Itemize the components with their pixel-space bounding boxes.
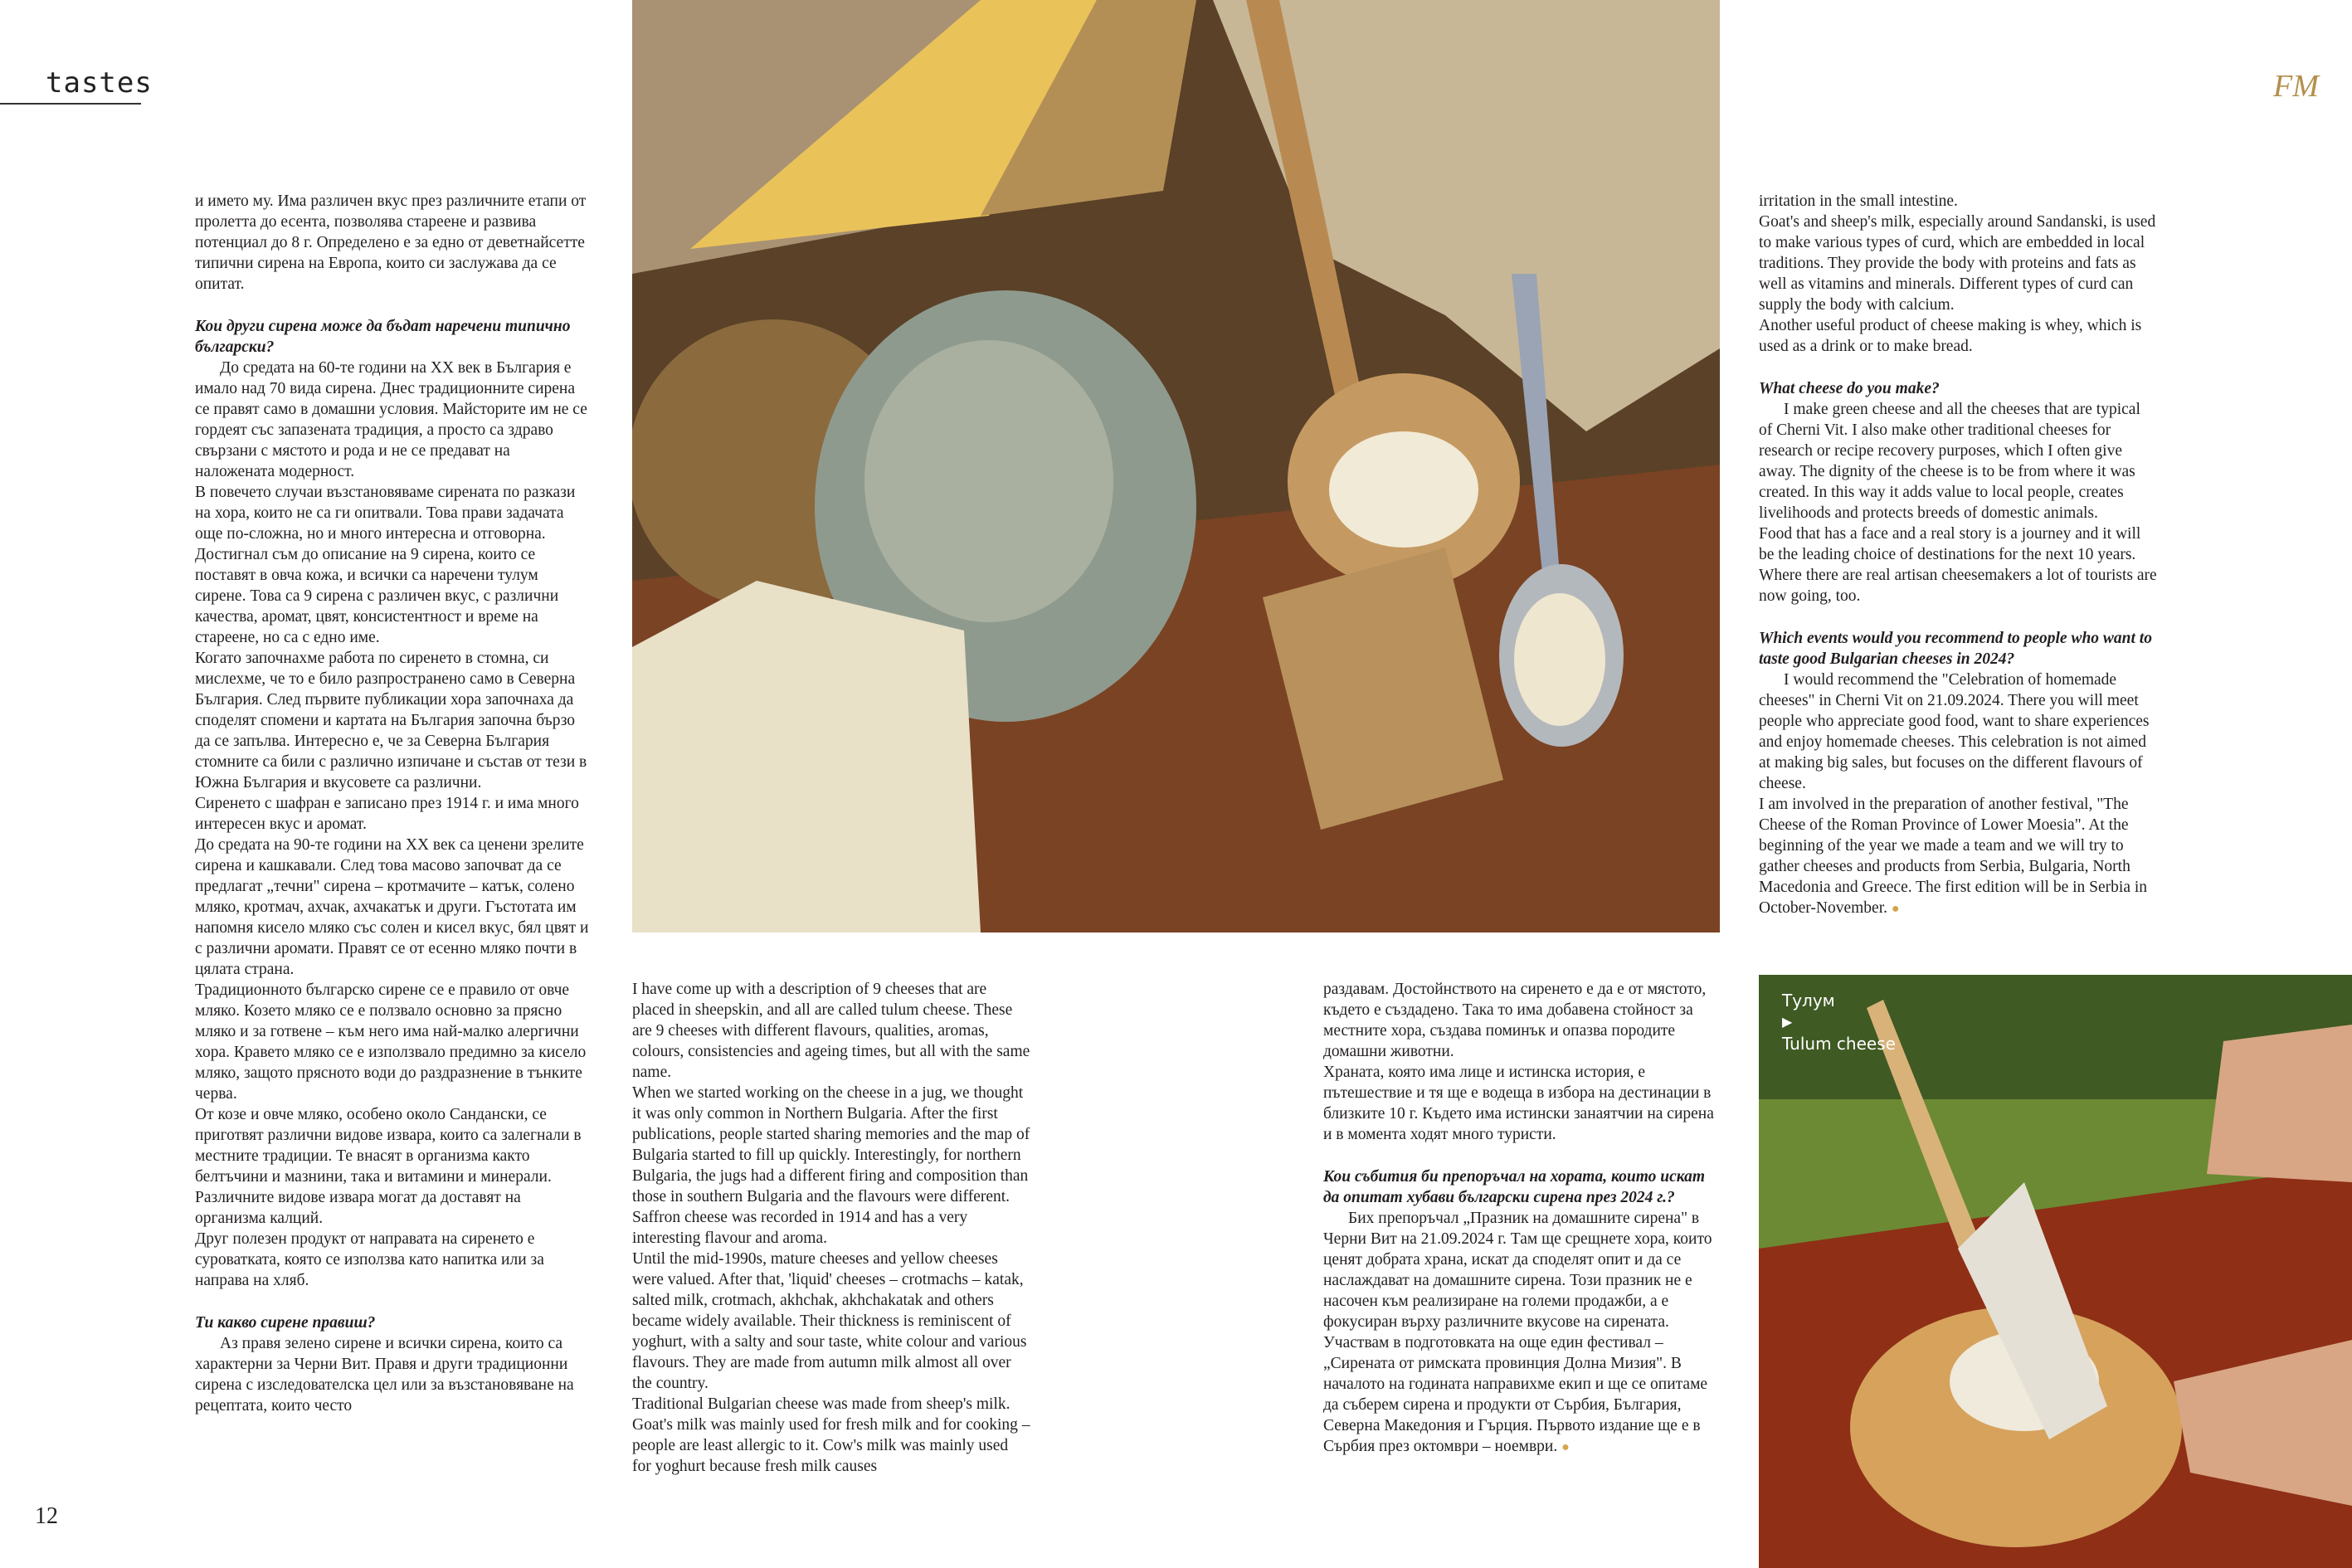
- tulum-photo-illustration: [1759, 975, 2352, 1568]
- cheese-photo-illustration: [632, 0, 1720, 933]
- right-column: [1759, 191, 2157, 919]
- page-number: 12: [35, 1503, 58, 1529]
- center-column: [632, 979, 1030, 1477]
- photo-caption: [1782, 990, 1896, 1054]
- paragraph: Goat's and sheep's milk, especially around Sandanski, is used to make various types of curd, which are embedded in local traditions. They provide the body with proteins and fats as well as vitamins and minerals. Different types of curd can supply the body with calcium.: [1759, 213, 2156, 314]
- paragraph: От козе и овче мляко, особено около Сандански, се приготвят различни видове извара, които са залегнали в местните традиции. Те внасят в организма както белтъчини и мазнини, така и витамини и минерали. Различните видове извара могат да доставят на организма калций.: [195, 1106, 582, 1227]
- question-heading: Кои други сирена може да бъдат наречени типично български?: [195, 318, 571, 356]
- caption-bg: Тулум: [1782, 991, 1835, 1010]
- magazine-logo: [2272, 63, 2321, 105]
- paragraph: Until the mid-1990s, mature cheeses and yellow cheeses were valued. After that, 'liquid' cheeses – crotmachs – katak, salted milk, crotmach, akhchak, akhchakatak and others became widely available. Their thickness is reminiscent of yoghurt, with a salty and sour taste, white colour and various flavours. They are made from autumn milk almost all over the country.: [632, 1250, 1027, 1392]
- paragraph: Достигнал съм до описание на 9 сирена, които се поставят в овча кожа, и всички са наречени тулум сирене. Това са 9 сирена с различен вкус, с различни качества, аромат, цвят, консистентност и време на стареене, но са с едно име.: [195, 546, 559, 646]
- paragraph: В повечето случаи възстановяваме сирената по разкази на хора, които не са ги опитвали. Това прави задачата още по-сложна, но и много интересна и отговорна.: [195, 484, 576, 543]
- paragraph: When we started working on the cheese in a jug, we thought it was only common in Northern Bulgaria. After the first publications, people started sharing memories and the map of Bulgaria started to fill up quickly. Interestingly, for northern Bulgaria, the jugs had a different firing and composition than those in southern Bulgaria and the flavours were different.: [632, 1084, 1030, 1205]
- question-heading: Ти какво сирене правиш?: [195, 1314, 376, 1332]
- paragraph: irritation in the small intestine.: [1759, 192, 1958, 210]
- paragraph: [1323, 1332, 1721, 1458]
- paragraph-text: Участвам в подготовката на още един фестивал – „Сирената от римската провинция Долна Мизия". В началото на годината направихме екип и ще се опитаме да съберем сирена и продукти от Сърбия, България, Северна Македония и Гърция. Първото издание ще е в Сърбия през октомври – ноември.: [1323, 1334, 1708, 1455]
- paragraph: Аз правя зелено сирене и всички сирена, които са характерни за Черни Вит. Правя и други традиционни сирена с изследователска цел или за възстановяване на рецептата, които често: [195, 1335, 574, 1415]
- paragraph-text: I am involved in the preparation of another festival, "The Cheese of the Roman Province of Lower Moesia". At the beginning of the year we made a team and we will try to gather cheeses and products from Serbia, Bulgaria, North Macedonia and Greece. The first edition will be in Serbia in October-November.: [1759, 796, 2148, 917]
- section-label: tastes: [0, 66, 141, 105]
- end-mark-icon: ●: [1891, 902, 1900, 916]
- caption-arrow-icon: ▶: [1782, 1014, 1793, 1030]
- paragraph: I have come up with a description of 9 cheeses that are placed in sheepskin, and all are called tulum cheese. These are 9 cheeses with different flavours, qualities, aromas, colours, consistencies and ageing times, but all with the same name.: [632, 981, 1030, 1081]
- question-heading: What cheese do you make?: [1759, 380, 1940, 397]
- paragraph: Традиционното българско сирене се е правило от овче мляко. Козето мляко се е ползвало основно за прясно мляко и за готвене – към него има най-малко алергични хора. Кравето мляко се е използвало предимно за кисело мляко, защото прясното води до раздразнение в тънките черва.: [195, 981, 587, 1103]
- paragraph: Сиренето с шафран е записано през 1914 г. и има много интересен вкус и аромат.: [195, 795, 579, 833]
- paragraph: Храната, която има лице и истинска история, е пътешествие и тя ще е водеща в избора на дестинации в близките 10 г. Където има истински занаятчии на сирена и в момента ходят много туристи.: [1323, 1064, 1714, 1143]
- paragraph: Food that has a face and a real story is a journey and it will be the leading choice of destinations for the next 10 years. Where there are real artisan cheesemakers a lot of tourists are now going, too.: [1759, 525, 2157, 605]
- paragraph: Saffron cheese was recorded in 1914 and has a very interesting flavour and aroma.: [632, 1209, 968, 1247]
- paragraph: и името му. Има различен вкус през различните етапи от пролетта до есента, позволява стареене и развива потенциал до 8 г. Определено е за едно от деветнайсетте типични сирена на Европа, които си заслужава да се опитат.: [195, 192, 587, 293]
- question-heading: Кои събития би препоръчал на хората, които искат да опитат хубави български сирена през 2024 г.?: [1323, 1168, 1706, 1206]
- paragraph: раздавам. Достойнството на сиренето е да е от мястото, където е създадено. Така то има добавена стойност за местните хора, създава поминък и опазва породите домашни животни.: [1323, 981, 1707, 1060]
- paragraph-text: Бих препоръчал „Празник на домашните сирена" в Черни Вит на 21.09.2024 г. Там ще срещнете хора, които ценят добрата храна, искат да споделят опит и да се наслаждават на домашните сирена. Този празник не е насочен към реализиране на големи продажби, а е фокусиран върху различните вкусове на сирената.: [1323, 1210, 1712, 1331]
- paragraph: Traditional Bulgarian cheese was made from sheep's milk. Goat's milk was mainly used for fresh milk and for cooking – people are least allergic to it. Cow's milk was mainly used for yoghurt because fresh milk causes: [632, 1395, 1030, 1475]
- paragraph: Another useful product of cheese making is whey, which is used as a drink or to make bread.: [1759, 317, 2142, 355]
- question-heading: Which events would you recommend to people who want to taste good Bulgarian cheeses in 2024?: [1759, 630, 2152, 668]
- paragraph: До средата на 90-те години на XX век са ценени зрелите сирена и кашкавали. След това масово започват да се предлагат „течни" сирена – кротмачите – катък, солено мляко, кротмач, ахчак, ахчакатък и други. Гъстотата им напомня кисело мляко със солен и кисел вкус, бял цвят и с различни аромати. Правят се от есенно мляко почти в цялата страна.: [195, 836, 589, 978]
- paragraph: [1759, 794, 2157, 919]
- cheese-assortment-photo: [632, 0, 1720, 933]
- paragraph: [1323, 1208, 1721, 1332]
- left-column: [195, 191, 593, 1416]
- tulum-cheese-photo: [1759, 975, 2352, 1568]
- paragraph: До средата на 60-те години на XX век в България е имало над 70 вида сирена. Днес традиционните сирена се правят само в домашни условия. Майсторите им не се гордеят със запазената традиция, а просто са здраво свързани с мястото и рода и не се предават на наложената модерност.: [195, 359, 587, 480]
- center-right-column: [1323, 979, 1721, 1458]
- paragraph: I would recommend the "Celebration of homemade cheeses" in Cherni Vit on 21.09.2024. There you will meet people who appreciate good food, want to share experiences and enjoy homemade cheeses. This celebration is not aimed at making big sales, but focuses on the different flavours of cheese.: [1759, 671, 2150, 792]
- paragraph: Когато започнахме работа по сиренето в стомна, си мислехме, че то е било разпространено само в Северна България. След първите публикации хора започнаха да споделят спомени и картата на България започна бързо да се запълва. Интересно е, че за Северна България стомните са били с различно изпичане и състав от тези в Южна България и вкусовете са различни.: [195, 650, 587, 791]
- paragraph: Друг полезен продукт от направата на сиренето е суроватката, която се използва като напитка или за направа на хляб.: [195, 1230, 544, 1289]
- svg-text:FM: FM: [2273, 69, 2319, 104]
- paragraph: I make green cheese and all the cheeses that are typical of Cherni Vit. I also make other traditional cheeses for research or recipe recovery purposes, which I often give away. The dignity of the cheese is to be from where it was created. In this way it adds value to local people, creates livelihoods and protects breeds of domestic animals.: [1759, 401, 2140, 522]
- end-mark-icon: ●: [1561, 1440, 1570, 1454]
- caption-en: Tulum cheese: [1782, 1034, 1896, 1054]
